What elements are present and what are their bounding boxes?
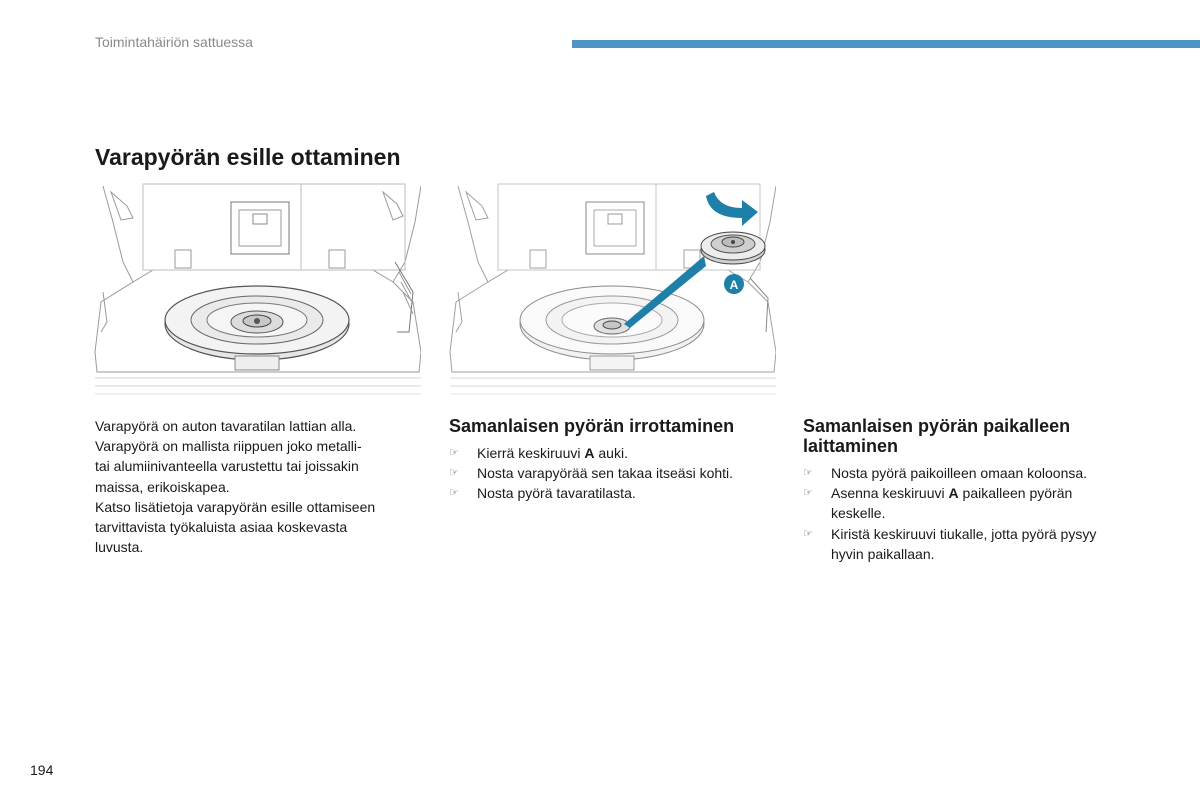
- refit-step-3: [803, 524, 1143, 564]
- refit-step-2-text: Asenna keskiruuvi: [831, 485, 949, 502]
- refit-heading-line-1: Samanlaisen pyörän paikalleen: [803, 416, 1071, 436]
- label-a-text: A: [729, 278, 739, 292]
- removal-column: [449, 416, 779, 504]
- intro-line-2: Varapyörä on mallista riippuen joko metalli-: [95, 438, 362, 455]
- refit-step-3-text: Kiristä keskiruuvi tiukalle, jotta pyörä pysyy: [831, 525, 1097, 542]
- removal-heading: Samanlaisen pyörän irrottaminen: [449, 416, 735, 436]
- removal-step-3-text: Nosta pyörä tavaratilasta.: [477, 485, 636, 502]
- refit-step-2-text-line-2: keskelle.: [831, 505, 886, 522]
- trunk-spare-wheel-drawing: [93, 182, 421, 400]
- pointing-hand-icon: ☞: [803, 487, 813, 500]
- intro-line-1: Varapyörä on auton tavaratilan lattian alla.: [95, 418, 357, 434]
- refit-step-2: [803, 483, 1143, 523]
- refit-steps: [803, 463, 1143, 564]
- refit-column: [803, 416, 1143, 564]
- removal-steps: [449, 443, 779, 504]
- refit-step-1: [803, 463, 1143, 483]
- section-label: Toimintahäiriön sattuessa: [95, 34, 253, 50]
- page-title: Varapyörän esille ottaminen: [95, 144, 401, 170]
- removal-step-3: [449, 483, 779, 503]
- screw-label: A: [948, 485, 959, 502]
- intro-line-5: Katso lisätietoja varapyörän esille ottamiseen: [95, 498, 376, 515]
- page-number: 194: [30, 762, 54, 778]
- screw-removal-drawing: [448, 182, 776, 400]
- removal-step-1-text-end: auki.: [594, 445, 628, 461]
- pointing-hand-icon: ☞: [803, 527, 813, 540]
- pointing-hand-icon: ☞: [449, 447, 459, 459]
- refit-step-1-text: Nosta pyörä paikoilleen omaan koloonsa.: [831, 465, 1088, 481]
- removal-step-1-text: Kierrä keskiruuvi: [477, 445, 585, 461]
- intro-line-3: tai alumiinivanteella varustettu tai joissakin: [95, 458, 359, 475]
- removal-step-2-text: Nosta varapyörää sen takaa itseäsi kohti.: [477, 465, 734, 482]
- removal-step-1: [449, 443, 779, 463]
- trunk-spare-wheel-illustration: [93, 182, 421, 400]
- intro-line-6: tarvittavista työkaluista asiaa koskevasta: [95, 519, 348, 536]
- intro-line-7: luvusta.: [95, 539, 144, 556]
- refit-heading: [803, 416, 1143, 456]
- pointing-hand-icon: ☞: [803, 467, 813, 479]
- screw-removal-illustration: [448, 182, 776, 400]
- header-bar: [572, 40, 1200, 48]
- pointing-hand-icon: ☞: [449, 467, 459, 480]
- intro-column: [95, 416, 415, 557]
- refit-step-3-text-line-2: hyvin paikallaan.: [831, 545, 935, 562]
- rotate-arrow-icon: [706, 192, 758, 226]
- removal-step-2: [449, 463, 779, 483]
- intro-line-4: maissa, erikoiskapea.: [95, 478, 230, 495]
- refit-step-2-text-end: paikalleen pyörän: [958, 485, 1073, 502]
- refit-heading-line-2: laittaminen: [803, 436, 899, 456]
- screw-label: A: [584, 445, 595, 461]
- pointing-hand-icon: ☞: [449, 487, 459, 500]
